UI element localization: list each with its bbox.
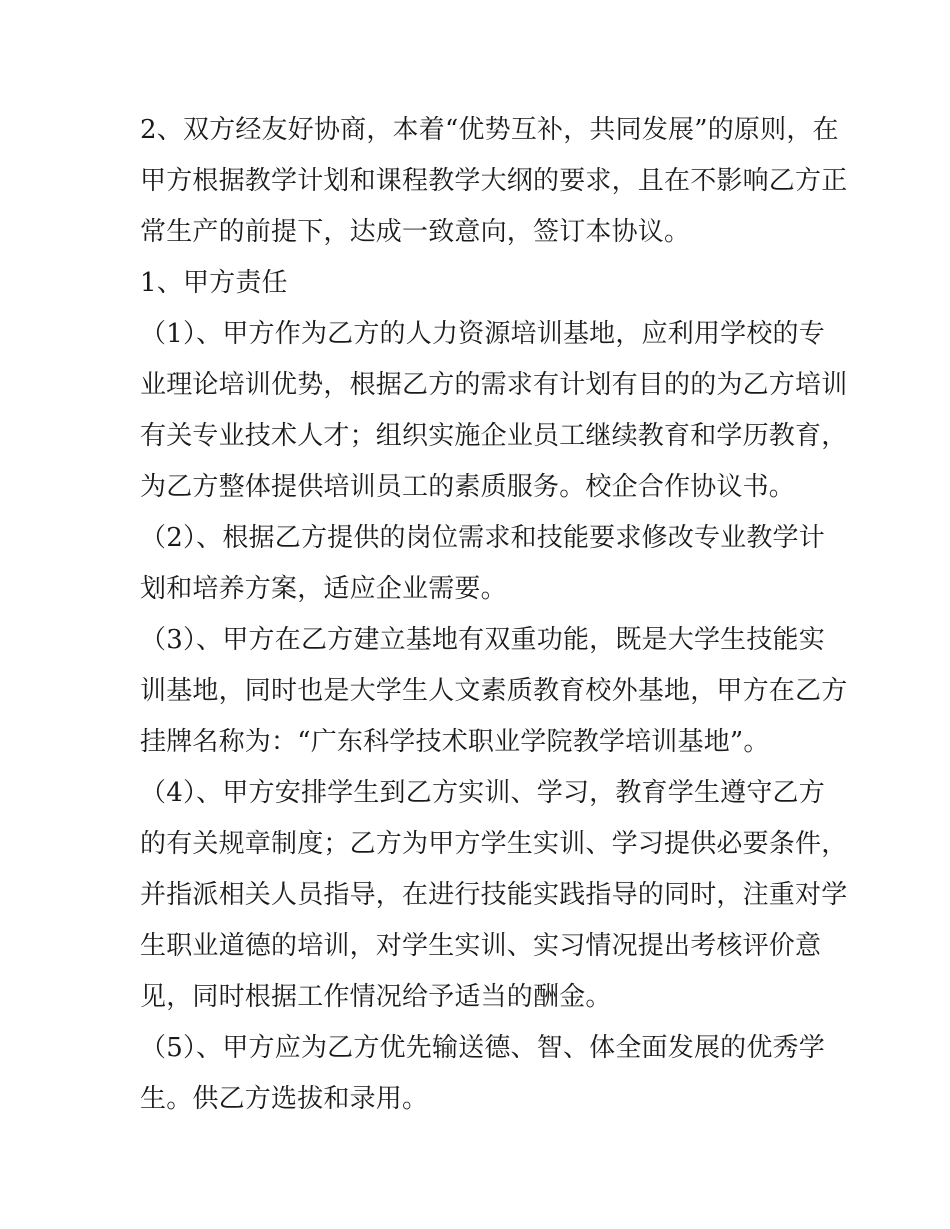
- text-line: （3）、甲方在乙方建立基地有双重功能，既是大学生技能实: [140, 625, 825, 655]
- text-line: （1）、甲方作为乙方的人力资源培训基地，应利用学校的专: [140, 319, 825, 349]
- text-line: 并指派相关人员指导，在进行技能实践指导的同时，注重对学: [140, 880, 848, 910]
- text-line: 甲方根据教学计划和课程教学大纲的要求，且在不影响乙方正: [140, 166, 848, 196]
- section-heading: 1、甲方责任: [140, 268, 288, 298]
- text-line: 为乙方整体提供培训员工的素质服务。校企合作协议书。: [140, 472, 796, 502]
- text-line: 常生产的前提下，达成一致意向，签订本协议。: [140, 217, 691, 247]
- text-line: （4）、甲方安排学生到乙方实训、学习，教育学生遵守乙方: [140, 778, 825, 808]
- text-line: 业理论培训优势，根据乙方的需求有计划有目的的为乙方培训: [140, 370, 848, 400]
- text-line: 的有关规章制度；乙方为甲方学生实训、学习提供必要条件，: [140, 829, 848, 859]
- text-line: 生。供乙方选拔和录用。: [140, 1084, 429, 1114]
- text-line: （5）、甲方应为乙方优先输送德、智、体全面发展的优秀学: [140, 1033, 825, 1063]
- text-line: （2）、根据乙方提供的岗位需求和技能要求修改专业教学计: [140, 523, 825, 553]
- document-body: [140, 105, 848, 1125]
- text-line: 2、双方经友好协商，本着“优势互补，共同发展”的原则，在: [140, 115, 839, 145]
- text-line: 挂牌名称为：“广东科学技术职业学院教学培训基地”。: [140, 727, 770, 757]
- text-line: 见，同时根据工作情况给予适当的酬金。: [140, 982, 612, 1012]
- text-line: 生职业道德的培训，对学生实训、实习情况提出考核评价意: [140, 931, 822, 961]
- text-line: 划和培养方案，适应企业需要。: [140, 574, 507, 604]
- text-line: 有关专业技术人才；组织实施企业员工继续教育和学历教育，: [140, 421, 848, 451]
- text-line: 训基地，同时也是大学生人文素质教育校外基地，甲方在乙方: [140, 676, 848, 706]
